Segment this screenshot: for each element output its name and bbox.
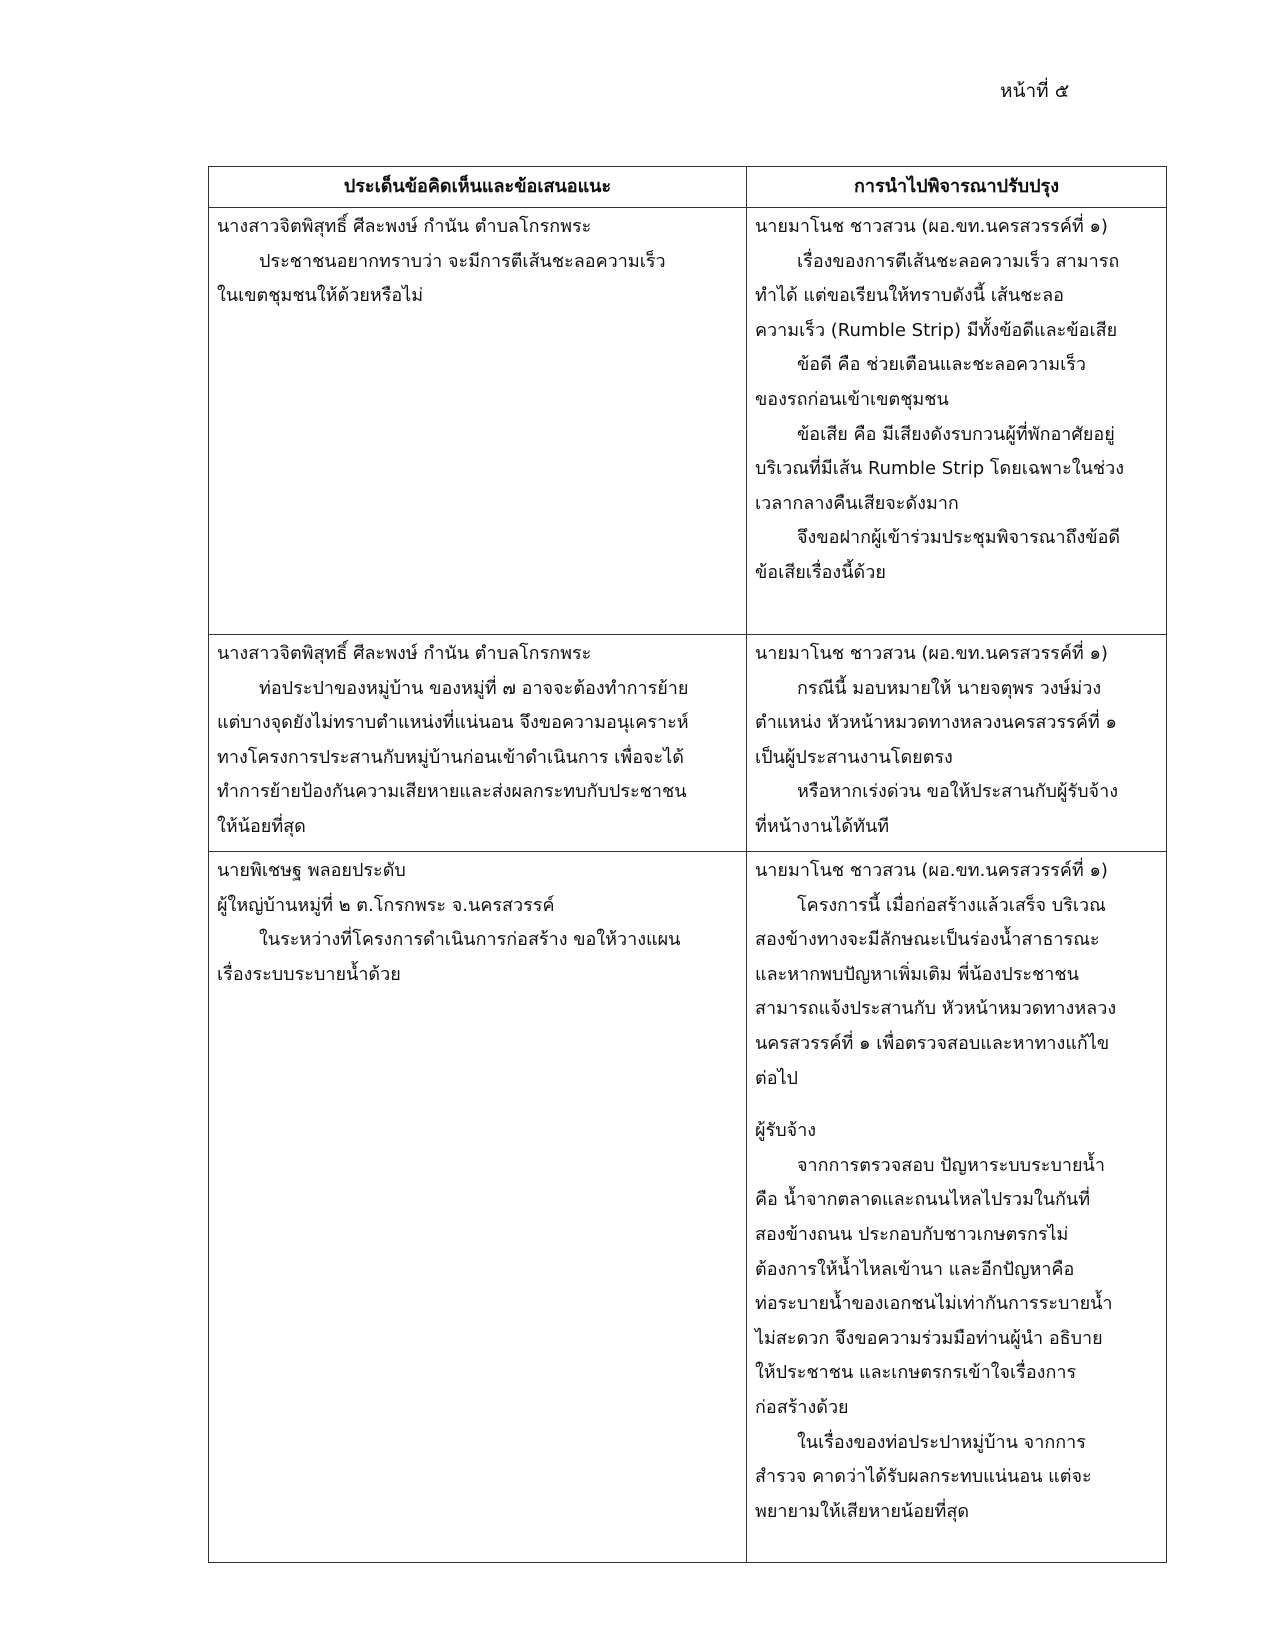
text-line: ทางโครงการประสานกับหมู่บ้านก่อนเข้าดำเนินการ เพื่อจะได้ <box>217 746 684 768</box>
text-line: ประชาชนอยากทราบว่า จะมีการตีเส้นชะลอความเร็ว <box>259 250 666 272</box>
text-line: พยายามให้เสียหายน้อยที่สุด <box>755 1500 970 1522</box>
text-line: เป็นผู้ประสานงานโดยตรง <box>755 746 953 768</box>
text-line: นายมาโนช ชาวสวน (ผอ.ขท.นครสวรรค์ที่ ๑) <box>755 643 1108 664</box>
text-line: กรณีนี้ มอบหมายให้ นายจตุพร วงษ์ม่วง <box>797 677 1102 699</box>
text-line: ในเรื่องของท่อประปาหมู่บ้าน จากการ <box>797 1431 1086 1453</box>
page-number: หน้าที่ ๕ <box>1000 80 1070 102</box>
header-comments: ประเด็นข้อคิดเห็นและข้อเสนอแนะ <box>209 167 747 208</box>
comment-cell <box>209 635 747 852</box>
text-line: นายมาโนช ชาวสวน (ผอ.ขท.นครสวรรค์ที่ ๑) <box>755 860 1108 881</box>
text-line: นางสาวจิตพิสุทธิ์ ศีละพงษ์ กำนัน ตำบลโกรกพระ <box>217 216 592 237</box>
text-line: ตำแหน่ง หัวหน้าหมวดทางหลวงนครสวรรค์ที่ ๑ <box>755 712 1117 734</box>
text-line: ให้น้อยที่สุด <box>217 815 306 837</box>
text-line: ทำได้ แต่ขอเรียนให้ทราบดังนี้ เส้นชะลอ <box>755 285 1064 307</box>
text-line: ความเร็ว (Rumble Strip) มีทั้งข้อดีและข้อเสีย <box>755 319 1118 341</box>
text-line: บริเวณที่มีเส้น Rumble Strip โดยเฉพาะในช่วง <box>755 458 1125 480</box>
text-line: และหากพบปัญหาเพิ่มเติม พี่น้องประชาชน <box>755 963 1079 985</box>
text-line: ผู้รับจ้าง <box>755 1120 817 1142</box>
text-line: ในระหว่างที่โครงการดำเนินการก่อสร้าง ขอให้วางแผน <box>259 929 681 951</box>
text-line: ข้อดี คือ ช่วยเตือนและชะลอความเร็ว <box>797 354 1087 376</box>
text-line: โครงการนี้ เมื่อก่อสร้างแล้วเสร็จ บริเวณ <box>797 894 1106 916</box>
text-line: นครสวรรค์ที่ ๑ เพื่อตรวจสอบและหาทางแก้ไข <box>755 1032 1110 1054</box>
text-line: เรื่องของการตีเส้นชะลอความเร็ว สามารถ <box>797 250 1120 272</box>
response-cell <box>747 635 1167 852</box>
text-line: ที่หน้างานได้ทันที <box>755 815 890 837</box>
text-line: สำรวจ คาดว่าได้รับผลกระทบแน่นอน แต่จะ <box>755 1466 1092 1488</box>
text-line: ข้อเสียเรื่องนี้ด้วย <box>755 561 886 583</box>
table-row <box>209 852 1167 1563</box>
text-line: แต่บางจุดยังไม่ทราบตำแหน่งที่แน่นอน จึงขอความอนุเคราะห์ <box>217 712 689 734</box>
text-line: ต้องการให้น้ำไหลเข้านา และอีกปัญหาคือ <box>755 1258 1075 1280</box>
text-line: สามารถแจ้งประสานกับ หัวหน้าหมวดทางหลวง <box>755 998 1117 1020</box>
text-line: ต่อไป <box>755 1067 798 1089</box>
text-line: เรื่องระบบระบายน้ำด้วย <box>217 963 401 985</box>
comments-table <box>208 166 1167 1563</box>
text-line: นางสาวจิตพิสุทธิ์ ศีละพงษ์ กำนัน ตำบลโกรกพระ <box>217 643 592 664</box>
text-line: ให้ประชาชน และเกษตรกรเข้าใจเรื่องการ <box>755 1362 1077 1384</box>
text-line: ท่อระบายน้ำของเอกชนไม่เท่ากันการระบายน้ำ <box>755 1293 1113 1315</box>
text-line: ทำการย้ายป้องกันความเสียหายและส่งผลกระทบกับประชาชน <box>217 781 687 803</box>
comment-cell <box>209 852 747 1563</box>
text-line: ท่อประปาของหมู่บ้าน ของหมู่ที่ ๗ อาจจะต้องทำการย้าย <box>259 677 689 699</box>
text-line: สองข้างทางจะมีลักษณะเป็นร่องน้ำสาธารณะ <box>755 929 1100 951</box>
text-line: ในเขตชุมชนให้ด้วยหรือไม่ <box>217 285 424 307</box>
text-line: คือ น้ำจากตลาดและถนนไหลไปรวมในกันที่ <box>755 1189 1091 1211</box>
paragraph-gap <box>755 1096 1158 1114</box>
text-line: ก่อสร้างด้วย <box>755 1396 849 1418</box>
text-line: จึงขอฝากผู้เข้าร่วมประชุมพิจารณาถึงข้อดี <box>797 527 1121 549</box>
text-line: จากการตรวจสอบ ปัญหาระบบระบายน้ำ <box>797 1154 1105 1176</box>
header-consideration: การนำไปพิจารณาปรับปรุง <box>747 167 1167 208</box>
text-line: ผู้ใหญ่บ้านหมู่ที่ ๒ ต.โกรกพระ จ.นครสวรรค์ <box>217 894 555 916</box>
comment-cell <box>209 208 747 635</box>
text-line: ข้อเสีย คือ มีเสียงดังรบกวนผู้ที่พักอาศัยอยู่ <box>797 423 1115 445</box>
text-line: นายมาโนช ชาวสวน (ผอ.ขท.นครสวรรค์ที่ ๑) <box>755 216 1108 237</box>
text-line: หรือหากเร่งด่วน ขอให้ประสานกับผู้รับจ้าง <box>797 781 1118 803</box>
text-line: ไม่สะดวก จึงขอความร่วมมือท่านผู้นำ อธิบาย <box>755 1327 1103 1349</box>
table-row <box>209 208 1167 635</box>
text-line: เวลากลางคืนเสียจะดังมาก <box>755 492 959 514</box>
text-line: นายพิเชษฐ พลอยประดับ <box>217 860 406 881</box>
text-line: ของรถก่อนเข้าเขตชุมชน <box>755 388 949 410</box>
response-cell <box>747 208 1167 635</box>
text-line: สองข้างถนน ประกอบกับชาวเกษตรกรไม่ <box>755 1223 1069 1245</box>
response-cell <box>747 852 1167 1563</box>
table-header-row <box>209 167 1167 208</box>
table-row <box>209 635 1167 852</box>
